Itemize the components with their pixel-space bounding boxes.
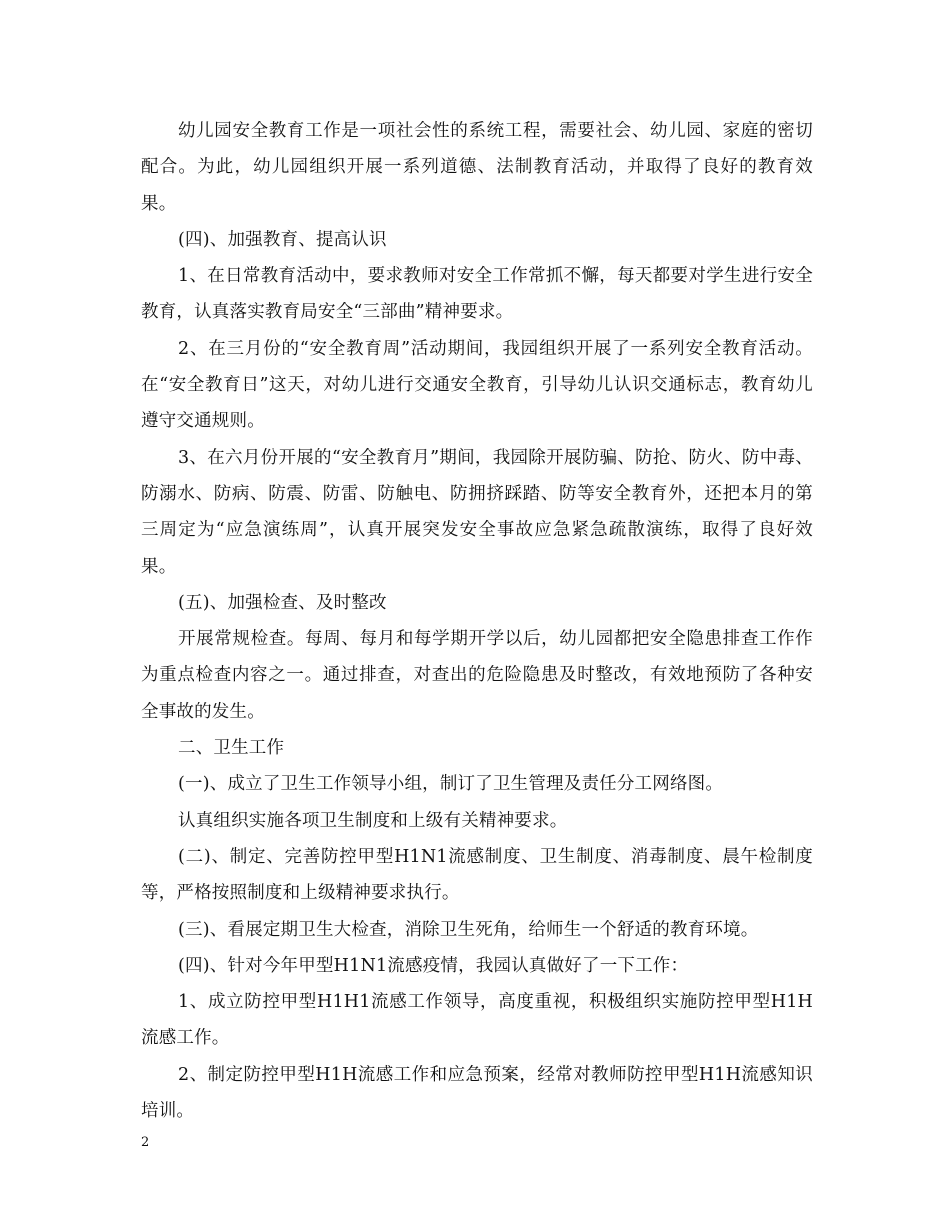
heading-hygiene-work: 二、卫生工作 [178, 738, 285, 759]
paragraph-hygiene-group: (一)、成立了卫生工作领导小组，制订了卫生管理及责任分工网络图。 [178, 774, 724, 795]
heading-inspection-rectification: (五)、加强检查、及时整改 [178, 592, 387, 613]
page-number: 2 [141, 1135, 150, 1150]
paragraph-hygiene-system: 认真组织实施各项卫生制度和上级有关精神要求。 [178, 810, 568, 831]
heading-strengthen-education: (四)、加强教育、提高认识 [178, 229, 387, 250]
paragraph-safety-month: 3、在六月份开展的“安全教育月”期间，我园除开展防骗、防抢、防火、防中毒、防溺水、防病、防震、防雷、防触电、防拥挤踩踏、防等安全教育外，还把本月的第三周定为“应急演练周”，认真开展突发安全事故应急紧急疏散演练，取得了良好效果。 [141, 447, 813, 577]
paragraph-hygiene-check: (三)、看展定期卫生大检查，消除卫生死角，给师生一个舒适的教育环境。 [178, 919, 759, 940]
paragraph-routine-inspection: 开展常规检查。每周、每月和每学期开学以后，幼儿园都把安全隐患排查工作作为重点检查内容之一。通过排查，对查出的危险隐患及时整改，有效地预防了各种安全事故的发生。 [141, 629, 813, 722]
paragraph-flu-prevention-systems: (二)、制定、完善防控甲型H1N1流感制度、卫生制度、消毒制度、晨午检制度等，严格按照制度和上级精神要求执行。 [141, 846, 813, 904]
paragraph-flu-response: (四)、针对今年甲型H1N1流感疫情，我园认真做好了一下工作： [178, 955, 689, 976]
paragraph-flu-leadership: 1、成立防控甲型H1H1流感工作领导，高度重视，积极组织实施防控甲型H1H流感工作。 [141, 992, 813, 1049]
paragraph-flu-plan-training: 2、制定防控甲型H1H流感工作和应急预案，经常对教师防控甲型H1H流感知识培训。 [141, 1064, 813, 1122]
paragraph-intro-cooperation: 幼儿园安全教育工作是一项社会性的系统工程，需要社会、幼儿园、家庭的密切配合。为此，幼儿园组织开展一系列道德、法制教育活动，并取得了良好的教育效果。 [141, 121, 813, 214]
document-body [141, 113, 813, 1129]
paragraph-daily-safety-education: 1、在日常教育活动中，要求教师对安全工作常抓不懈，每天都要对学生进行安全教育，认真落实教育局安全“三部曲”精神要求。 [141, 266, 813, 323]
paragraph-safety-week: 2、在三月份的“安全教育周”活动期间，我园组织开展了一系列安全教育活动。在“安全教育日”这天，对幼儿进行交通安全教育，引导幼儿认识交通标志，教育幼儿遵守交通规则。 [141, 338, 813, 432]
